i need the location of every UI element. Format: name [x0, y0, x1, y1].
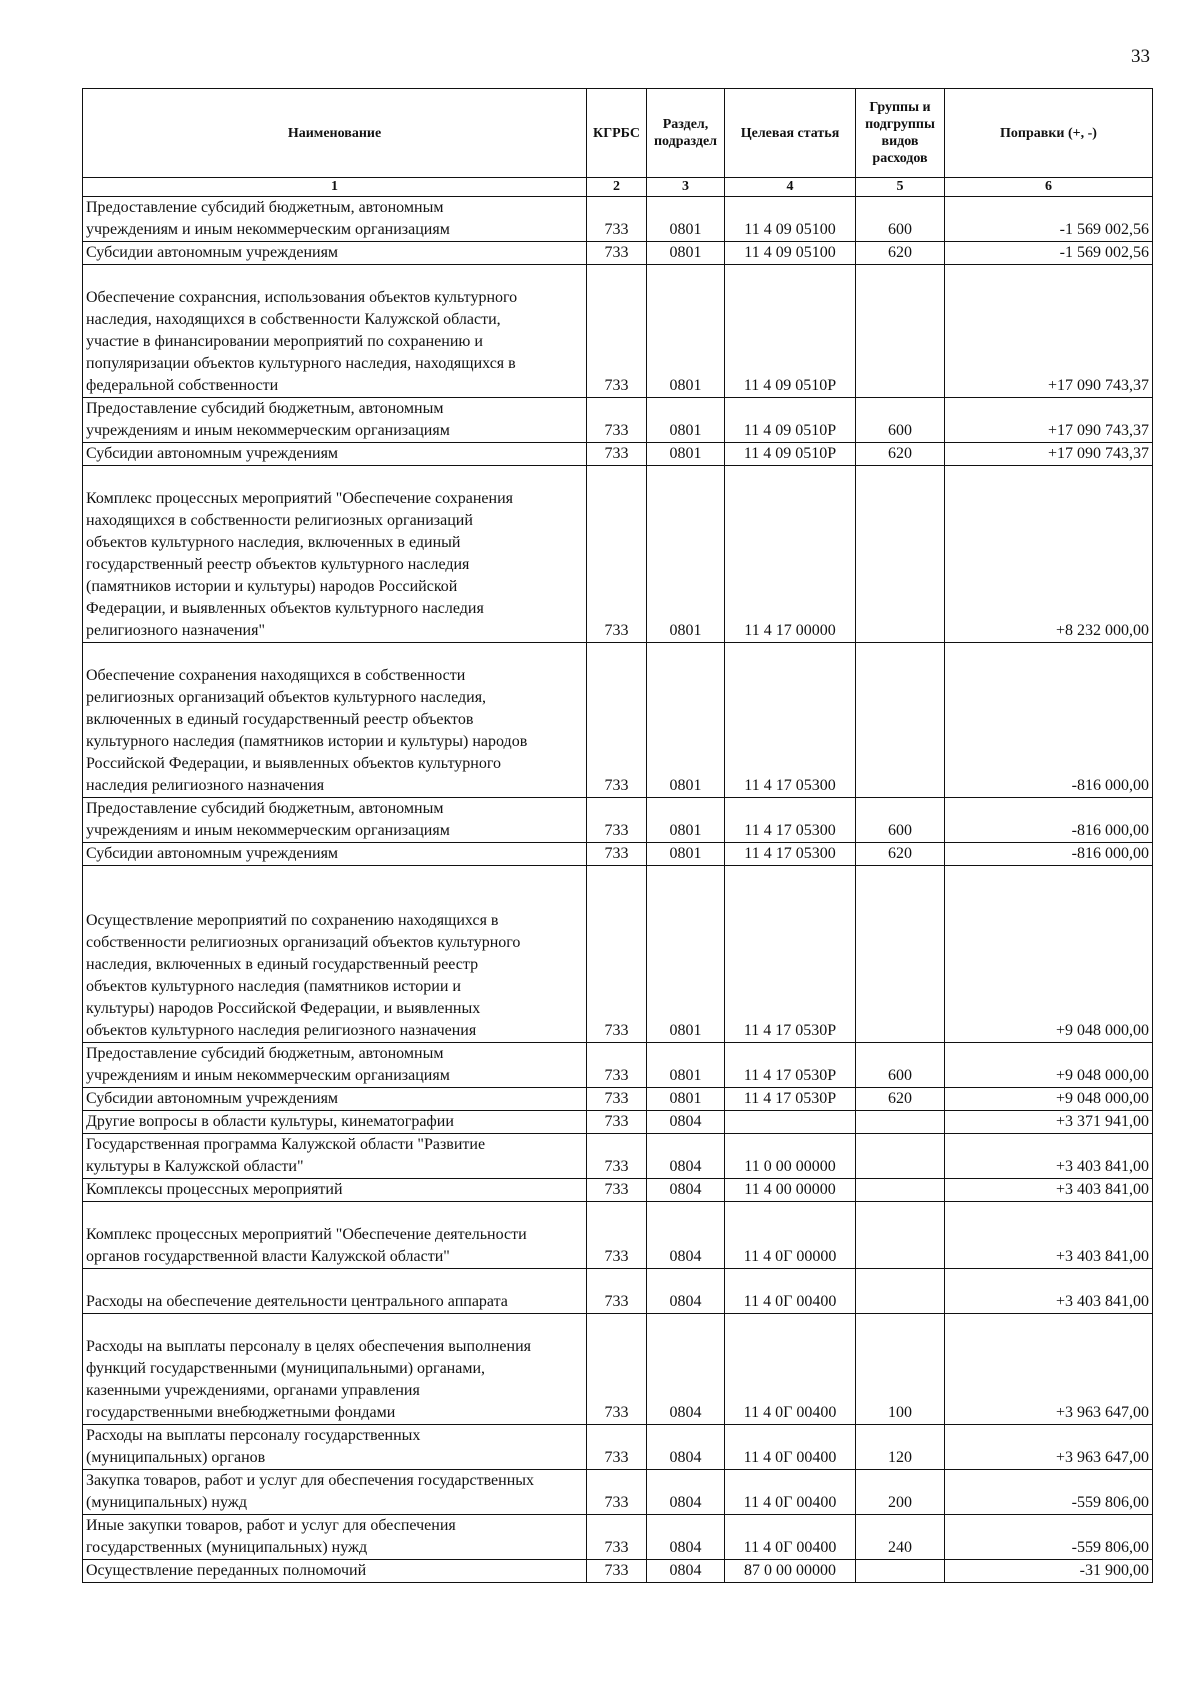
- row-section-cell: 0804: [647, 1314, 725, 1425]
- row-name-cell: Предоставление субсидий бюджетным, автономным учреждениям и иным некоммерческим организациям: [83, 197, 587, 242]
- row-kgrbs-cell: 733: [587, 265, 647, 398]
- row-name-cell: [83, 1314, 587, 1425]
- row-kgrbs-cell: 733: [587, 466, 647, 643]
- row-amount-cell: -559 806,00: [945, 1470, 1153, 1515]
- row-kgrbs-cell: 733: [587, 443, 647, 466]
- row-section-cell: 0804: [647, 1470, 725, 1515]
- row-name-cell: [83, 643, 587, 798]
- row-name-cell: Предоставление субсидий бюджетным, автономным учреждениям и иным некоммерческим организациям: [83, 398, 587, 443]
- row-expense-group-cell: 600: [856, 1043, 945, 1088]
- row-section-cell: 0801: [647, 1088, 725, 1111]
- row-expense-group-cell: 620: [856, 843, 945, 866]
- spacer: [86, 1269, 583, 1291]
- row-amount-cell: -1 569 002,56: [945, 242, 1153, 265]
- row-section-cell: 0804: [647, 1202, 725, 1269]
- row-target-article-cell: 11 4 09 05100: [725, 242, 856, 265]
- row-expense-group-cell: 620: [856, 242, 945, 265]
- row-target-article-cell: 11 4 17 05300: [725, 798, 856, 843]
- row-name-cell: Комплексы процессных мероприятий: [83, 1179, 587, 1202]
- table-row: [83, 398, 1153, 443]
- row-section-cell: 0804: [647, 1134, 725, 1179]
- row-section-cell: 0801: [647, 242, 725, 265]
- row-name-cell: [83, 466, 587, 643]
- row-target-article-cell: 11 4 09 0510Р: [725, 265, 856, 398]
- row-name-cell: Субсидии автономным учреждениям: [83, 242, 587, 265]
- row-kgrbs-cell: 733: [587, 1134, 647, 1179]
- row-name-cell: [83, 265, 587, 398]
- row-name-text: Комплекс процессных мероприятий "Обеспечение сохранения находящихся в собственности религиозных организаций объектов культурного наследия, включенных в единый государственный реестр объектов культурного наследия (памятников истории и культуры) народов Российской Федерации, и выявленных объектов культурного наследия религиозного назначения": [86, 490, 513, 639]
- row-expense-group-cell: [856, 643, 945, 798]
- table-row: [83, 643, 1153, 798]
- row-kgrbs-cell: 733: [587, 1179, 647, 1202]
- row-section-cell: 0801: [647, 843, 725, 866]
- row-target-article-cell: 11 4 09 0510Р: [725, 398, 856, 443]
- row-target-article-cell: 11 4 17 00000: [725, 466, 856, 643]
- table-row: [83, 1269, 1153, 1314]
- row-expense-group-cell: 620: [856, 1088, 945, 1111]
- row-target-article-cell: 87 0 00 00000: [725, 1560, 856, 1583]
- row-expense-group-cell: 600: [856, 398, 945, 443]
- row-amount-cell: +3 403 841,00: [945, 1179, 1153, 1202]
- row-section-cell: 0804: [647, 1269, 725, 1314]
- table-row: [83, 1179, 1153, 1202]
- row-name-text: Обеспечение сохрансния, использования объектов культурного наследия, находящихся в собственности Калужской области, участие в финансировании мероприятий по сохранению и популяризации объектов культурного наследия, находящихся в федеральной собственности: [86, 289, 518, 394]
- row-section-cell: 0801: [647, 866, 725, 1043]
- row-amount-cell: -31 900,00: [945, 1560, 1153, 1583]
- row-name-cell: Иные закупки товаров, работ и услуг для обеспечения государственных (муниципальных) нужд: [83, 1515, 587, 1560]
- row-target-article-cell: 11 4 09 0510Р: [725, 443, 856, 466]
- row-kgrbs-cell: 733: [587, 1515, 647, 1560]
- column-number: 1: [83, 178, 587, 197]
- row-name-cell: Субсидии автономным учреждениям: [83, 843, 587, 866]
- row-target-article-cell: 11 4 17 0530Р: [725, 1088, 856, 1111]
- header-kgrbs: КГРБС: [587, 89, 647, 178]
- spacer: [86, 643, 583, 665]
- row-target-article-cell: 11 4 17 05300: [725, 643, 856, 798]
- row-kgrbs-cell: 733: [587, 1088, 647, 1111]
- column-number: 5: [856, 178, 945, 197]
- row-target-article-cell: 11 4 0Г 00000: [725, 1202, 856, 1269]
- row-kgrbs-cell: 733: [587, 1470, 647, 1515]
- row-kgrbs-cell: 733: [587, 1314, 647, 1425]
- row-section-cell: 0804: [647, 1515, 725, 1560]
- row-name-cell: [83, 866, 587, 1043]
- row-target-article-cell: 11 4 09 05100: [725, 197, 856, 242]
- column-number: 4: [725, 178, 856, 197]
- row-kgrbs-cell: 733: [587, 242, 647, 265]
- row-amount-cell: +3 403 841,00: [945, 1134, 1153, 1179]
- row-target-article-cell: 11 4 00 00000: [725, 1179, 856, 1202]
- row-expense-group-cell: 120: [856, 1425, 945, 1470]
- row-target-article-cell: 11 4 0Г 00400: [725, 1269, 856, 1314]
- table-row: [83, 466, 1153, 643]
- row-section-cell: 0801: [647, 643, 725, 798]
- row-kgrbs-cell: 733: [587, 1111, 647, 1134]
- table-row: [83, 1043, 1153, 1088]
- row-amount-cell: +8 232 000,00: [945, 466, 1153, 643]
- row-name-cell: Расходы на выплаты персоналу государственных (муниципальных) органов: [83, 1425, 587, 1470]
- row-amount-cell: +3 371 941,00: [945, 1111, 1153, 1134]
- row-amount-cell: +17 090 743,37: [945, 443, 1153, 466]
- row-name-cell: [83, 1269, 587, 1314]
- row-amount-cell: +3 963 647,00: [945, 1425, 1153, 1470]
- row-expense-group-cell: 600: [856, 197, 945, 242]
- row-target-article-cell: 11 4 17 0530Р: [725, 866, 856, 1043]
- row-target-article-cell: 11 0 00 00000: [725, 1134, 856, 1179]
- row-section-cell: 0804: [647, 1425, 725, 1470]
- row-expense-group-cell: [856, 265, 945, 398]
- row-kgrbs-cell: 733: [587, 643, 647, 798]
- row-expense-group-cell: 620: [856, 443, 945, 466]
- row-amount-cell: +3 403 841,00: [945, 1269, 1153, 1314]
- column-number: 2: [587, 178, 647, 197]
- row-amount-cell: +3 963 647,00: [945, 1314, 1153, 1425]
- row-section-cell: 0801: [647, 398, 725, 443]
- row-name-cell: Государственная программа Калужской области "Развитие культуры в Калужской области": [83, 1134, 587, 1179]
- column-number: 6: [945, 178, 1153, 197]
- row-kgrbs-cell: 733: [587, 1043, 647, 1088]
- page-number: 33: [1131, 46, 1150, 67]
- row-target-article-cell: 11 4 0Г 00400: [725, 1314, 856, 1425]
- header-name: Наименование: [83, 89, 587, 178]
- row-amount-cell: -1 569 002,56: [945, 197, 1153, 242]
- row-section-cell: 0801: [647, 1043, 725, 1088]
- row-expense-group-cell: [856, 1560, 945, 1583]
- row-expense-group-cell: 240: [856, 1515, 945, 1560]
- table-row: [83, 866, 1153, 1043]
- row-amount-cell: -816 000,00: [945, 798, 1153, 843]
- row-name-cell: Субсидии автономным учреждениям: [83, 443, 587, 466]
- row-target-article-cell: 11 4 0Г 00400: [725, 1425, 856, 1470]
- row-amount-cell: +9 048 000,00: [945, 866, 1153, 1043]
- header-expense-group: Группы и подгруппы видов расходов: [856, 89, 945, 178]
- row-expense-group-cell: [856, 866, 945, 1043]
- table-row: [83, 1425, 1153, 1470]
- row-expense-group-cell: [856, 1269, 945, 1314]
- row-kgrbs-cell: 733: [587, 1269, 647, 1314]
- row-name-text: Комплекс процессных мероприятий "Обеспечение деятельности органов государственной власти Калужской области": [86, 1226, 527, 1265]
- row-name-text: Обеспечение сохранения находящихся в собственности религиозных организаций объектов культурного наследия, включенных в единый государственный реестр объектов культурного наследия (памятников истории и культуры) народов Российской Федерации, и выявленных объектов культурного наследия религиозного назначения: [86, 667, 528, 794]
- row-amount-cell: +9 048 000,00: [945, 1088, 1153, 1111]
- row-name-text: Расходы на обеспечение деятельности центрального аппарата: [86, 1293, 508, 1310]
- header-target-article: Целевая статья: [725, 89, 856, 178]
- row-section-cell: 0804: [647, 1560, 725, 1583]
- row-amount-cell: +17 090 743,37: [945, 265, 1153, 398]
- row-expense-group-cell: 200: [856, 1470, 945, 1515]
- row-name-cell: Осуществление переданных полномочий: [83, 1560, 587, 1583]
- spacer: [86, 1314, 583, 1336]
- table-row: [83, 265, 1153, 398]
- row-expense-group-cell: 600: [856, 798, 945, 843]
- row-section-cell: 0801: [647, 197, 725, 242]
- row-expense-group-cell: 100: [856, 1314, 945, 1425]
- table-row: [83, 1314, 1153, 1425]
- row-amount-cell: -559 806,00: [945, 1515, 1153, 1560]
- row-name-text: Осуществление мероприятий по сохранению находящихся в собственности религиозных организаций объектов культурного наследия, включенных в единый государственный реестр объектов культурного наследия (памятников истории и культуры) народов Российской Федерации, и выявленных объектов культурного наследия религиозного назначения: [86, 912, 521, 1039]
- table-row: [83, 843, 1153, 866]
- table-row: [83, 1515, 1153, 1560]
- row-section-cell: 0801: [647, 443, 725, 466]
- row-expense-group-cell: [856, 1202, 945, 1269]
- table-row: [83, 242, 1153, 265]
- row-kgrbs-cell: 733: [587, 1202, 647, 1269]
- row-section-cell: 0804: [647, 1111, 725, 1134]
- row-expense-group-cell: [856, 466, 945, 643]
- row-name-cell: Предоставление субсидий бюджетным, автономным учреждениям и иным некоммерческим организациям: [83, 1043, 587, 1088]
- row-target-article-cell: 11 4 17 0530Р: [725, 1043, 856, 1088]
- row-kgrbs-cell: 733: [587, 843, 647, 866]
- row-expense-group-cell: [856, 1179, 945, 1202]
- row-name-cell: Другие вопросы в области культуры, кинематографии: [83, 1111, 587, 1134]
- row-amount-cell: -816 000,00: [945, 843, 1153, 866]
- row-section-cell: 0804: [647, 1179, 725, 1202]
- row-amount-cell: +3 403 841,00: [945, 1202, 1153, 1269]
- table-row: [83, 443, 1153, 466]
- row-name-text: Расходы на выплаты персоналу в целях обеспечения выполнения функций государственными (муниципальными) органами, казенными учреждениями, органами управления государственными внебюджетными фондами: [86, 1338, 531, 1421]
- row-section-cell: 0801: [647, 265, 725, 398]
- table-row: [83, 1560, 1153, 1583]
- table-row: [83, 1134, 1153, 1179]
- row-kgrbs-cell: 733: [587, 798, 647, 843]
- row-target-article-cell: 11 4 17 05300: [725, 843, 856, 866]
- spacer: [86, 466, 583, 488]
- column-number: 3: [647, 178, 725, 197]
- table-row: [83, 1470, 1153, 1515]
- row-name-cell: Закупка товаров, работ и услуг для обеспечения государственных (муниципальных) нужд: [83, 1470, 587, 1515]
- row-amount-cell: +17 090 743,37: [945, 398, 1153, 443]
- spacer: [86, 1202, 583, 1224]
- budget-amendments-table: [82, 88, 1153, 1583]
- row-kgrbs-cell: 733: [587, 398, 647, 443]
- row-name-cell: [83, 1202, 587, 1269]
- row-expense-group-cell: [856, 1111, 945, 1134]
- spacer: [86, 265, 583, 287]
- row-target-article-cell: 11 4 0Г 00400: [725, 1515, 856, 1560]
- table-row: [83, 798, 1153, 843]
- row-name-cell: Субсидии автономным учреждениям: [83, 1088, 587, 1111]
- row-target-article-cell: [725, 1111, 856, 1134]
- table-body: [83, 178, 1153, 1583]
- row-section-cell: 0801: [647, 466, 725, 643]
- table-row: [83, 1088, 1153, 1111]
- row-kgrbs-cell: 733: [587, 1560, 647, 1583]
- table-row: [83, 1111, 1153, 1134]
- row-kgrbs-cell: 733: [587, 1425, 647, 1470]
- row-kgrbs-cell: 733: [587, 197, 647, 242]
- column-number-row: [83, 178, 1153, 197]
- row-expense-group-cell: [856, 1134, 945, 1179]
- row-target-article-cell: 11 4 0Г 00400: [725, 1470, 856, 1515]
- header-amendments: Поправки (+, -): [945, 89, 1153, 178]
- row-name-cell: Предоставление субсидий бюджетным, автономным учреждениям и иным некоммерческим организациям: [83, 798, 587, 843]
- table-row: [83, 1202, 1153, 1269]
- row-amount-cell: -816 000,00: [945, 643, 1153, 798]
- spacer: [86, 866, 583, 910]
- table-header: [83, 89, 1153, 178]
- row-section-cell: 0801: [647, 798, 725, 843]
- row-amount-cell: +9 048 000,00: [945, 1043, 1153, 1088]
- row-kgrbs-cell: 733: [587, 866, 647, 1043]
- header-section: Раздел, подраздел: [647, 89, 725, 178]
- table-row: [83, 197, 1153, 242]
